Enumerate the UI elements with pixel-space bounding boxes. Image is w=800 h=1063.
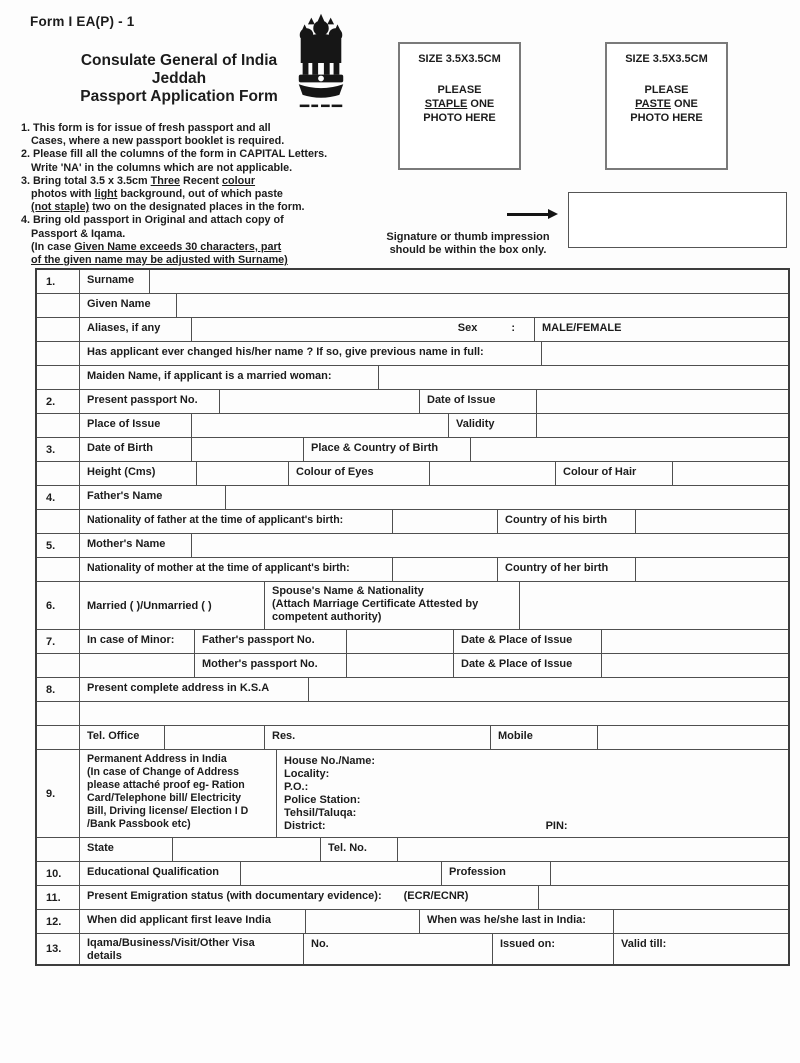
spacer-cell — [80, 654, 195, 677]
row-number: 10. — [37, 862, 80, 885]
photo-instruction: PLEASE PASTE ONE PHOTO HERE — [630, 84, 703, 124]
instruction-line: 1. This form is for issue of fresh passport and all — [21, 122, 271, 134]
entry-mother-passport-no[interactable] — [347, 654, 454, 677]
row-telephones — [37, 726, 788, 750]
entry-mother-country-of-birth[interactable] — [636, 558, 788, 581]
label-mother-date-place-of-issue: Date & Place of Issue — [454, 654, 602, 677]
entry-first-leave-india[interactable] — [306, 910, 420, 933]
label-surname: Surname — [80, 270, 150, 293]
entry-state[interactable] — [173, 838, 321, 861]
entry-surname[interactable] — [150, 270, 788, 293]
photo-size-label: SIZE 3.5X3.5CM — [625, 53, 708, 65]
row-number — [37, 838, 80, 861]
form-number: Form I EA(P) - 1 — [30, 14, 135, 29]
entry-last-in-india[interactable] — [614, 910, 788, 933]
entry-sex-male-female[interactable]: MALE/FEMALE — [542, 322, 622, 334]
title-line-city: Jeddah — [151, 70, 207, 87]
entry-educational-qualification[interactable] — [241, 862, 442, 885]
label-permanent-address-india: Permanent Address in India (In case of Change of Address please attaché proof eg- Ration Card/Telephone bill/ Electricity Bill, Driving license/ Election I D /Bank Passbook etc) — [80, 750, 277, 837]
label-house-no: House No./Name: — [284, 755, 376, 767]
label-spouse-name-nationality: Spouse's Name & Nationality (Attach Marriage Certificate Attested by competent authority) — [265, 582, 520, 629]
instructions — [21, 122, 381, 267]
entry-colour-of-hair[interactable] — [673, 462, 788, 485]
entry-mother-nationality[interactable] — [393, 558, 498, 581]
row-first-leave-india — [37, 910, 788, 934]
row-number — [37, 366, 80, 389]
label-present-passport-no: Present passport No. — [80, 390, 220, 413]
label-first-leave-india: When did applicant first leave India — [80, 910, 306, 933]
row-mother-nationality — [37, 558, 788, 582]
label-ecr-ecnr: (ECR/ECNR) — [403, 890, 469, 902]
label-educational-qualification: Educational Qualification — [80, 862, 241, 885]
label-mother-passport-no: Mother's passport No. — [195, 654, 347, 677]
entry-father-passport-no[interactable] — [347, 630, 454, 653]
label-mobile: Mobile — [491, 726, 598, 749]
entry-passport-no[interactable] — [220, 390, 420, 413]
entry-mother-name[interactable] — [192, 534, 788, 557]
row-number — [37, 510, 80, 533]
entry-place-of-issue[interactable] — [192, 414, 449, 437]
motto-marks — [300, 105, 343, 108]
row-ksa-address — [37, 678, 788, 702]
entry-date-of-birth[interactable] — [192, 438, 304, 461]
row-height-eyes-hair — [37, 462, 788, 486]
entry-ksa-address[interactable] — [309, 678, 788, 701]
label-mother-nationality: Nationality of mother at the time of applicant's birth: — [80, 558, 393, 581]
photo-size-label: SIZE 3.5X3.5CM — [418, 53, 501, 65]
label-father-country-of-birth: Country of his birth — [498, 510, 636, 533]
signature-box[interactable] — [568, 192, 787, 248]
row-number — [37, 702, 80, 725]
title-line-consulate: Consulate General of India — [80, 52, 278, 69]
signature-caption: Signature or thumb impression should be within the box only. — [386, 231, 550, 256]
row-emigration-status — [37, 886, 788, 910]
row-number: 5. — [37, 534, 80, 557]
row-ksa-address-blank — [37, 702, 788, 726]
row-maiden-name — [37, 366, 788, 390]
label-in-case-of-minor: In case of Minor: — [80, 630, 195, 653]
instruction-line: 3. Bring total 3.5 x 3.5cm Three Recent colour — [21, 174, 256, 187]
label-place-of-issue: Place of Issue — [80, 414, 192, 437]
row-number — [37, 318, 80, 341]
label-ksa-address: Present complete address in K.S.A — [80, 678, 309, 701]
entry-spouse-name-nationality[interactable] — [520, 582, 788, 629]
entry-father-date-place-of-issue[interactable] — [602, 630, 788, 653]
right-arrow-icon — [507, 213, 549, 216]
instruction-line: 4. Bring old passport in Original and attach copy of — [21, 214, 284, 227]
instruction-line: Passport & Iqama. — [31, 227, 126, 240]
entry-married-unmarried[interactable]: Married ( )/Unmarried ( ) — [80, 582, 265, 629]
row-given-name — [37, 294, 788, 318]
entry-permanent-address-fields[interactable] — [277, 750, 788, 837]
label-aliases: Aliases, if any — [80, 318, 192, 341]
row-state-tel — [37, 838, 788, 862]
label-pin: PIN: — [545, 820, 568, 832]
label-father-date-place-of-issue: Date & Place of Issue — [454, 630, 602, 653]
label-validity: Validity — [449, 414, 537, 437]
row-number: 2. — [37, 390, 80, 413]
instruction-line: of the given name may be adjusted with Surname) — [31, 254, 288, 267]
entry-profession[interactable] — [551, 862, 788, 885]
label-place-country-of-birth: Place & Country of Birth — [304, 438, 471, 461]
row-number: 7. — [37, 630, 80, 653]
label-mother-name: Mother's Name — [80, 534, 192, 557]
label-tel-no: Tel. No. — [321, 838, 398, 861]
entry-tel-office[interactable] — [165, 726, 265, 749]
entry-father-country-of-birth[interactable] — [636, 510, 788, 533]
entry-ksa-address-continued[interactable] — [80, 702, 788, 725]
label-height: Height (Cms) — [80, 462, 197, 485]
entry-colour-of-eyes[interactable] — [430, 462, 556, 485]
application-table — [35, 268, 790, 966]
row-number: 8. — [37, 678, 80, 701]
label-district: District: — [284, 820, 326, 832]
row-number: 13. — [37, 934, 80, 964]
photo-box-staple — [398, 42, 521, 170]
entry-given-name[interactable] — [177, 294, 788, 317]
row-name-change — [37, 342, 788, 366]
row-place-of-issue — [37, 414, 788, 438]
label-profession: Profession — [442, 862, 551, 885]
entry-father-nationality[interactable] — [393, 510, 498, 533]
instruction-line: 2. Please fill all the columns of the form in CAPITAL Letters. — [21, 148, 328, 161]
row-father-nationality — [37, 510, 788, 534]
label-state: State — [80, 838, 173, 861]
label-tehsil-taluqa: Tehsil/Taluqa: — [284, 807, 357, 819]
label-date-of-issue: Date of Issue — [420, 390, 537, 413]
entry-tel-no[interactable] — [398, 838, 788, 861]
row-permanent-address-india — [37, 750, 788, 838]
label-name-change: Has applicant ever changed his/her name ? If so, give previous name in full: — [80, 342, 542, 365]
row-passport-no — [37, 390, 788, 414]
row-date-of-birth — [37, 438, 788, 462]
label-father-name: Father's Name — [80, 486, 226, 509]
form-title — [40, 52, 318, 106]
row-education-profession — [37, 862, 788, 886]
label-police-station: Police Station: — [284, 794, 361, 806]
row-number — [37, 654, 80, 677]
label-date-of-birth: Date of Birth — [80, 438, 192, 461]
row-number — [37, 558, 80, 581]
photo-instruction: PLEASE STAPLE ONE PHOTO HERE — [423, 84, 496, 124]
row-aliases-sex — [37, 318, 788, 342]
row-iqama-visa-details — [37, 934, 788, 964]
entry-mother-date-place-of-issue[interactable] — [602, 654, 788, 677]
instruction-line: Cases, where a new passport booklet is required. — [31, 135, 285, 148]
row-number — [37, 294, 80, 317]
instruction-line: photos with light background, out of which paste — [31, 188, 283, 201]
label-maiden-name: Maiden Name, if applicant is a married woman: — [80, 366, 379, 389]
row-number: 1. — [37, 270, 80, 293]
label-mother-country-of-birth: Country of her birth — [498, 558, 636, 581]
label-given-name: Given Name — [80, 294, 177, 317]
label-sex: Sex — [457, 322, 478, 334]
entry-tel-residence[interactable]: Res. — [265, 726, 491, 749]
row-number: 6. — [37, 582, 80, 629]
label-last-in-india: When was he/she last in India: — [420, 910, 614, 933]
label-po: P.O.: — [284, 781, 309, 793]
row-father-name — [37, 486, 788, 510]
label-locality: Locality: — [284, 768, 330, 780]
entry-visa-issued-on[interactable]: Issued on: — [493, 934, 614, 964]
sex-colon: : — [511, 322, 515, 334]
row-number: 3. — [37, 438, 80, 461]
row-minor-father-passport — [37, 630, 788, 654]
entry-visa-no[interactable]: No. — [304, 934, 493, 964]
entry-visa-valid-till[interactable]: Valid till: — [621, 938, 667, 950]
row-number — [37, 462, 80, 485]
entry-emigration-status[interactable] — [539, 886, 788, 909]
entry-aliases[interactable] — [192, 318, 535, 341]
row-minor-mother-passport — [37, 654, 788, 678]
label-tel-office: Tel. Office — [80, 726, 165, 749]
instruction-line: (not staple) two on the designated places in the form. — [31, 201, 305, 214]
row-number — [37, 726, 80, 749]
entry-validity[interactable] — [537, 414, 788, 437]
entry-height[interactable] — [197, 462, 289, 485]
title-line-form: Passport Application Form — [80, 88, 278, 105]
entry-previous-name[interactable] — [542, 342, 788, 365]
entry-mobile[interactable] — [598, 726, 788, 749]
entry-maiden-name[interactable] — [379, 366, 788, 389]
row-marital-status — [37, 582, 788, 630]
label-father-nationality: Nationality of father at the time of applicant's birth: — [80, 510, 393, 533]
instruction-line: Write 'NA' in the columns which are not applicable. — [31, 161, 293, 174]
label-colour-of-eyes: Colour of Eyes — [289, 462, 430, 485]
label-emigration-status: Present Emigration status (with documentary evidence): (ECR/ECNR) — [80, 886, 539, 909]
row-number: 12. — [37, 910, 80, 933]
label-iqama-visa-details: Iqama/Business/Visit/Other Visa details — [80, 934, 304, 964]
entry-place-country-of-birth[interactable] — [471, 438, 788, 461]
india-ashoka-emblem-icon — [292, 12, 350, 114]
instruction-line: (In case Given Name exceeds 30 characters, part — [31, 240, 282, 253]
photo-box-paste — [605, 42, 728, 170]
label-father-passport-no: Father's passport No. — [195, 630, 347, 653]
row-number: 9. — [37, 750, 80, 837]
entry-father-name[interactable] — [226, 486, 788, 509]
entry-date-of-issue[interactable] — [537, 390, 788, 413]
row-surname — [37, 270, 788, 294]
row-mother-name — [37, 534, 788, 558]
row-number: 11. — [37, 886, 80, 909]
row-number — [37, 414, 80, 437]
row-number: 4. — [37, 486, 80, 509]
row-number — [37, 342, 80, 365]
label-colour-of-hair: Colour of Hair — [556, 462, 673, 485]
